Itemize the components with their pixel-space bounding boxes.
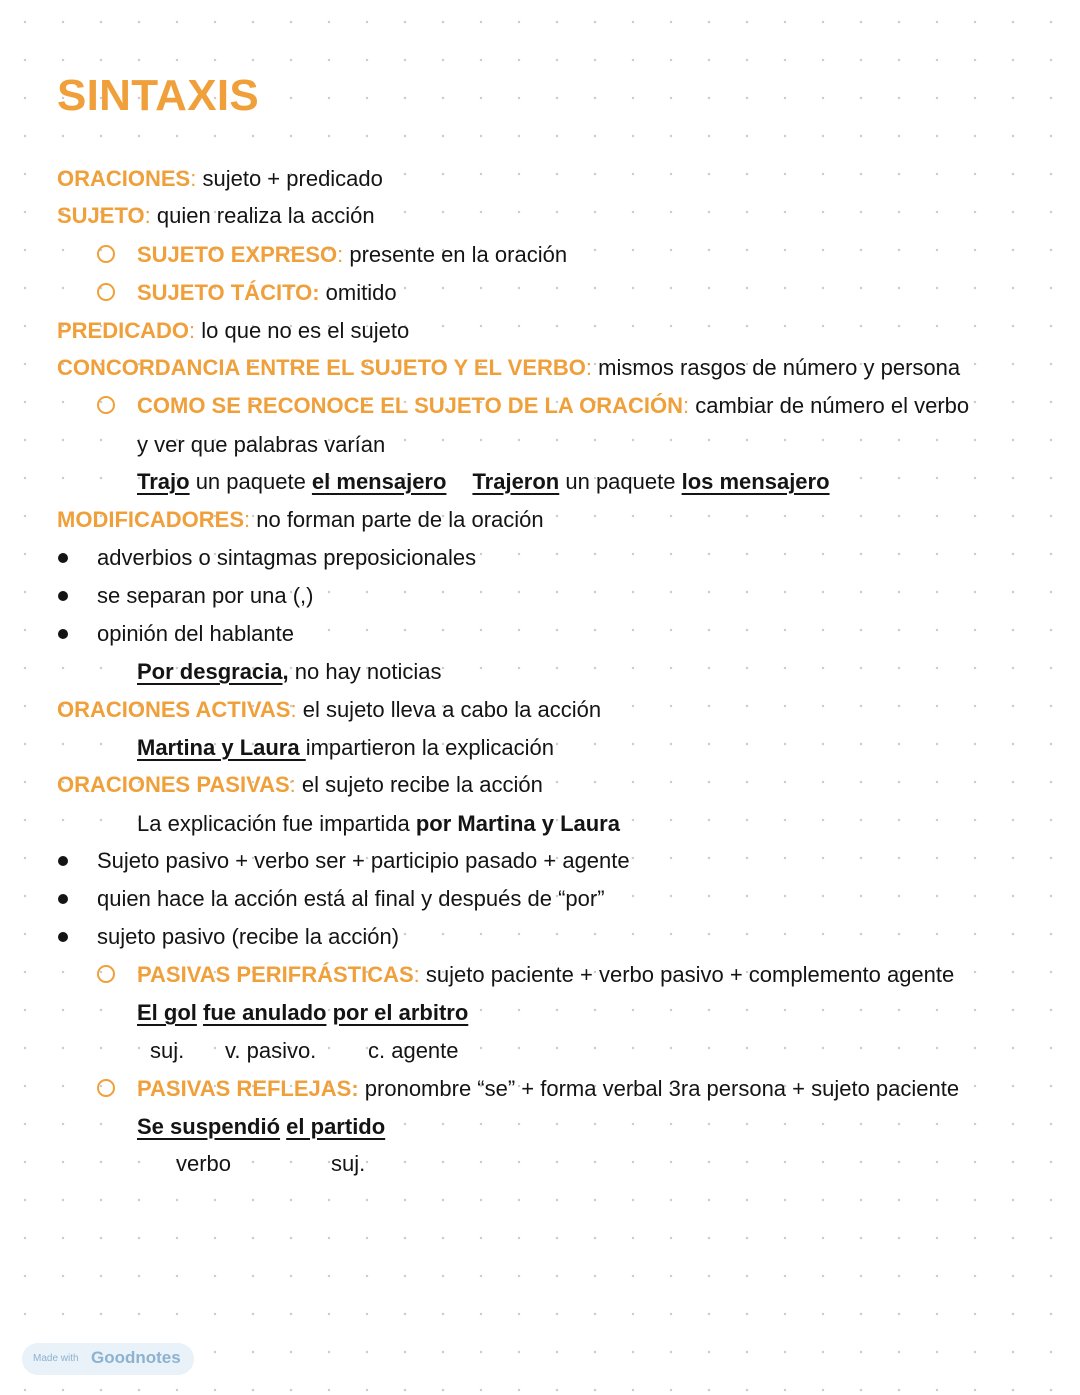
definition-sujeto-expreso: presente en la oración [343,242,568,267]
line-predicado [57,316,409,346]
term-predicado: PREDICADO [57,318,190,343]
line-reflejas [137,1074,959,1104]
example-text: un paquete [559,469,682,494]
example-comma: , [282,659,289,684]
line-activas [57,695,601,725]
definition-concordancia: mismos rasgos de número y persona [592,355,961,380]
term-concordancia: CONCORDANCIA ENTRE EL SUJETO Y EL VERBO [57,355,586,380]
definition-predicado: lo que no es el sujeto [195,318,410,343]
example-verb: fue anulado [203,1000,327,1025]
line-reconoce [137,391,969,421]
colon: : [289,772,296,797]
hollow-bullet-icon [97,965,115,983]
example-pasivas [137,809,620,839]
example-subject: los mensajero [681,469,830,494]
label-suj: suj. [150,1038,185,1063]
line-oraciones [57,164,383,194]
term-sujeto: SUJETO [57,203,145,228]
hollow-bullet-icon [97,1079,115,1097]
definition-sujeto-tacito: omitido [319,280,397,305]
colon: : [189,318,196,343]
line-reconoce-cont: y ver que palabras varían [137,432,386,457]
term-modificadores: MODIFICADORES [57,507,244,532]
colon: : [585,355,593,380]
example-reflejas [137,1112,385,1142]
goodnotes-logo: Goodnotes [91,1348,181,1367]
colon: : [244,507,251,532]
label-suj: suj. [331,1151,366,1176]
list-item: se separan por una (,) [97,583,314,608]
colon: : [144,203,151,228]
term-pasivas: ORACIONES PASIVAS [57,772,290,797]
bullet-icon [58,856,68,866]
bullet-icon [58,932,68,942]
example-agent: por Martina y Laura [415,811,620,836]
list-item: Sujeto pasivo + verbo ser + participio pasado + agente [97,848,630,873]
definition-perifrasticas: sujeto paciente + verbo pasivo + complemento agente [419,962,955,987]
example-verb: Trajeron [472,469,560,494]
bullet-icon [58,894,68,904]
definition-sujeto: quien realiza la acción [150,203,375,228]
term-reflejas: PASIVAS REFLEJAS: [137,1076,359,1101]
example-subject: el mensajero [311,469,447,494]
colon: : [190,166,197,191]
term-perifrasticas: PASIVAS PERIFRÁSTICAS [137,962,414,987]
colon: : [683,393,690,418]
made-with-label: Made with [33,1353,79,1364]
label-v-pasivo: v. pasivo. [225,1038,317,1063]
term-sujeto-tacito: SUJETO TÁCITO: [137,280,320,305]
bullet-icon [58,629,68,639]
definition-oraciones: sujeto + predicado [196,166,383,191]
list-item: opinión del hablante [97,621,294,646]
example-subject: Martina y Laura [137,735,306,760]
colon: : [290,697,297,722]
definition-reconoce: cambiar de número el verbo [689,393,970,418]
example-agent: por el arbitro [332,1000,469,1025]
line-perifrasticas [137,960,954,990]
definition-pasivas: el sujeto recibe la acción [295,772,543,797]
term-oraciones: ORACIONES [57,166,191,191]
line-sujeto-expreso [137,240,567,270]
line-concordancia [57,353,960,383]
example-perifrasticas [137,998,468,1028]
colon: : [413,962,420,987]
hollow-bullet-icon [97,245,115,263]
label-verbo: verbo [176,1151,232,1176]
example-text: La explicación fue impartida [137,811,416,836]
example-subject: El gol [137,1000,197,1025]
line-sujeto-tacito [137,278,397,308]
example-activas [137,733,554,763]
term-sujeto-expreso: SUJETO EXPRESO [137,242,338,267]
example-text: un paquete [189,469,312,494]
example-subject: el partido [286,1114,386,1139]
term-reconoce: COMO SE RECONOCE EL SUJETO DE LA ORACIÓN [137,393,683,418]
definition-reflejas: pronombre “se” + forma verbal 3ra persona + sujeto paciente [358,1076,960,1101]
goodnotes-badge [22,1343,194,1375]
page-title: SINTAXIS [57,71,260,120]
list-item: quien hace la acción está al final y después de “por” [97,886,605,911]
bullet-icon [58,553,68,563]
example-modifier: Por desgracia [137,659,283,684]
term-activas: ORACIONES ACTIVAS [57,697,291,722]
hollow-bullet-icon [97,396,115,414]
colon: : [337,242,344,267]
example-verb: Trajo [137,469,190,494]
example-text: no hay noticias [288,659,442,684]
bullet-icon [58,591,68,601]
list-item: adverbios o sintagmas preposicionales [97,545,477,570]
definition-activas: el sujeto lleva a cabo la acción [296,697,602,722]
example-modificadores [137,657,442,687]
hollow-bullet-icon [97,283,115,301]
line-pasivas [57,770,543,800]
label-c-agente: c. agente [368,1038,459,1063]
example-verb: Se suspendió [137,1114,281,1139]
line-sujeto [57,201,375,231]
example-concordancia [137,467,830,497]
definition-modificadores: no forman parte de la oración [250,507,544,532]
example-text: impartieron la explicación [305,735,554,760]
list-item: sujeto pasivo (recibe la acción) [97,924,400,949]
line-modificadores [57,505,544,535]
